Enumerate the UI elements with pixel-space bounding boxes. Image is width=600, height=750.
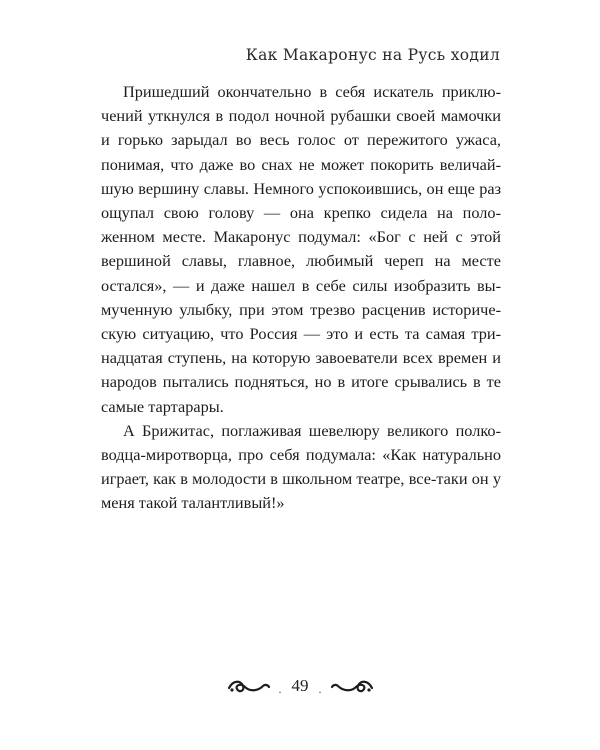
paragraph-2: А Брижитас, поглаживая шевелюру великого полководца-миротворца, про себя подумала: «Как натурально играет, как в молодости в школьном театре, все-таки он у меня такой талантливый!» (101, 420, 501, 513)
separator-dot: . (318, 681, 322, 696)
running-header: Как Макаронус на Русь ходил (245, 46, 500, 64)
swirl-ornament-icon (330, 676, 374, 696)
separator-dot: . (278, 681, 282, 696)
body-text (101, 80, 501, 516)
paragraph-1: Пришедший окончательно в себя искатель приключений уткнулся в подол ночной рубашки своей мамочки и горько зарыдал во весь голос от пережитого ужаса, понимая, что даже во снах не может покорить величайшую вершину славы. Немного успокоившись, он еще раз ощупал свою голову — она крепко сидела на положенном месте. Макаронус подумал: «Бог с ней с этой вершиной славы, главное, любимый череп на месте остался», — и даже нашел в себе силы изобразить вымученную улыбку, при этом трезво расценив историческую ситуацию, что Россия — это и есть та самая тринадцатая ступень, на которую завоеватели всех времен и народов пытались подняться, но в итоге срывались в те самые тартарары. (101, 82, 501, 416)
page-number: 49 (291, 676, 309, 695)
page-footer (0, 676, 600, 696)
swirl-ornament-icon (227, 676, 271, 696)
